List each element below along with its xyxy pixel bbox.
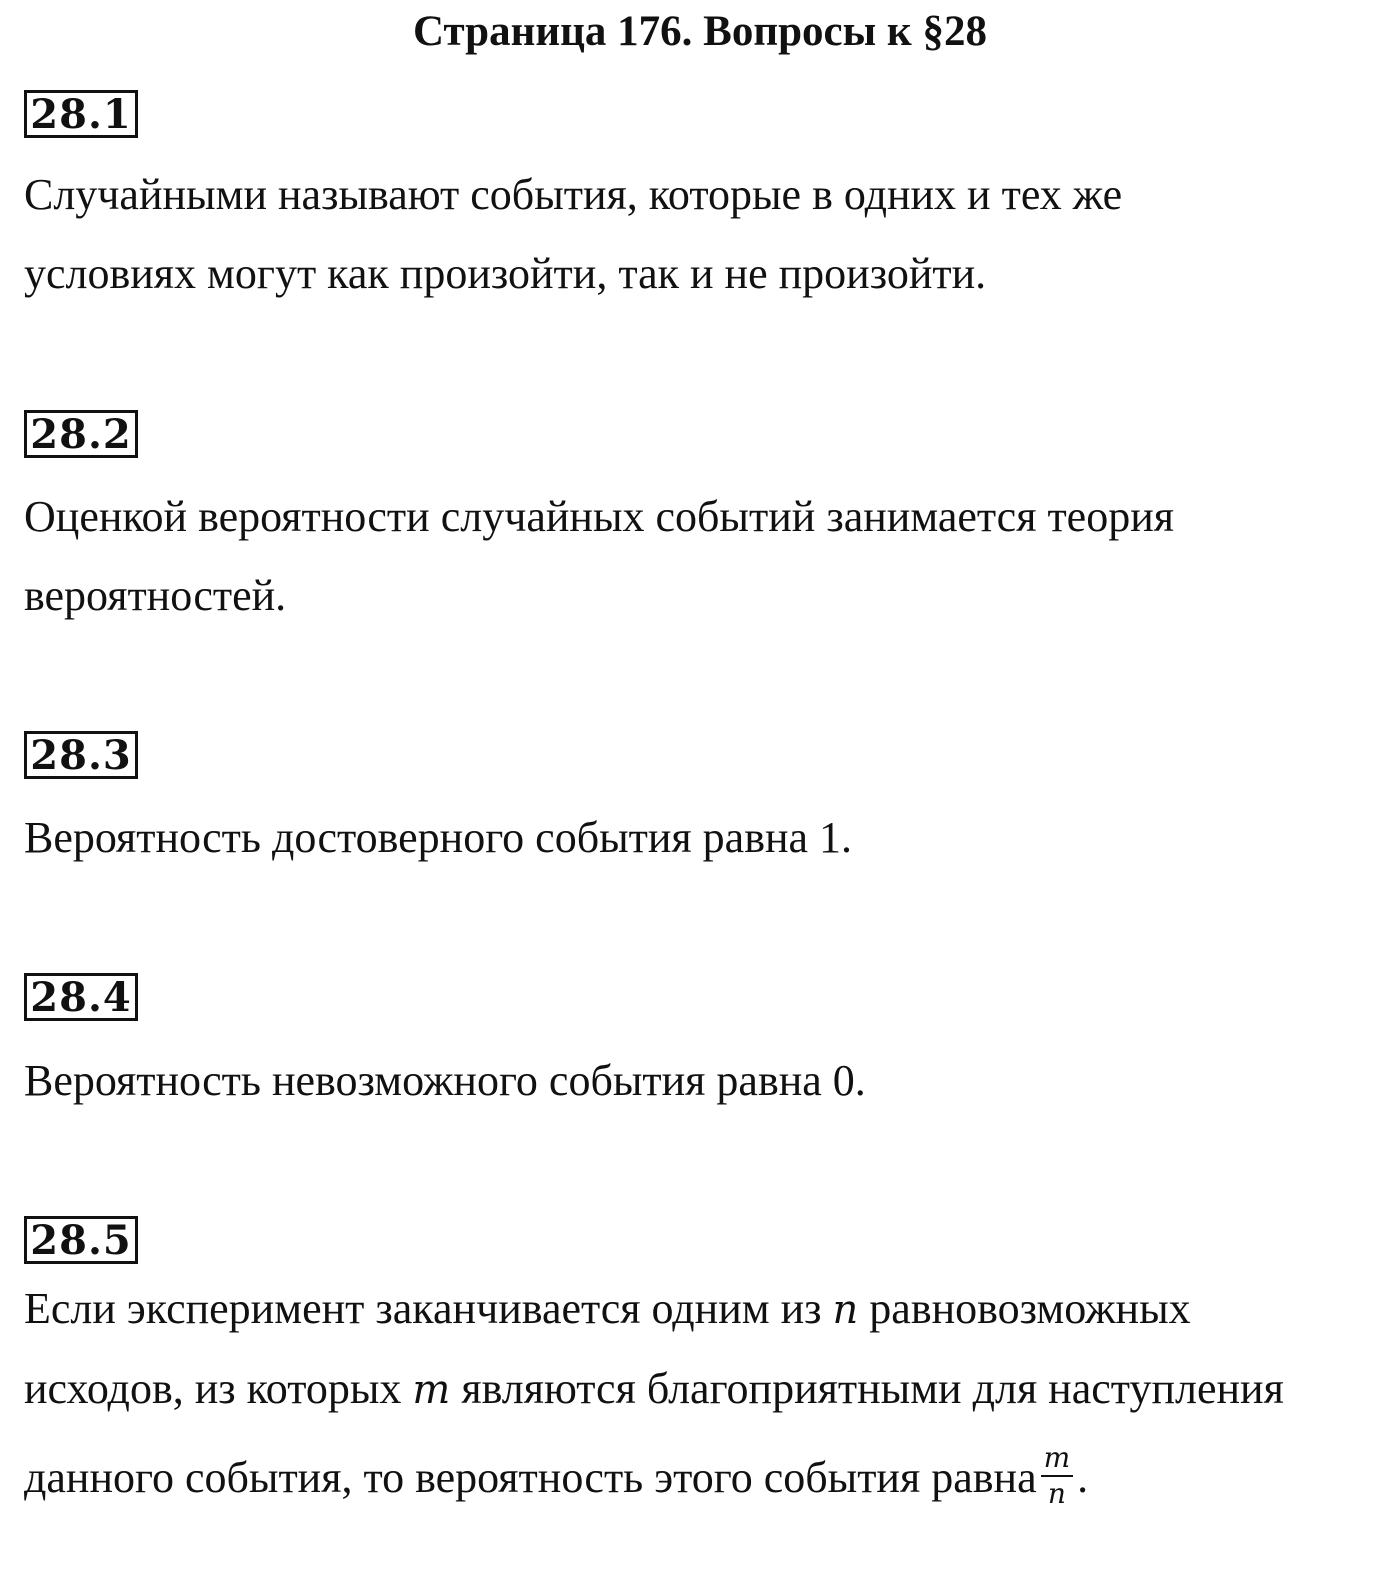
fraction-denominator: n <box>1047 1477 1066 1510</box>
answer-28-3-line-1: Вероятность достоверного события равна 1. <box>24 813 853 862</box>
answer-28-2-line-1: Оценкой вероятности случайных событий занимается теория <box>24 492 1174 541</box>
answer-28-1-line-1: Случайными называют события, которые в одних и тех же <box>24 170 1123 219</box>
question-number-28-3: 28.3 <box>24 731 138 779</box>
answer-28-1-line-2: условиях могут как произойти, так и не произойти. <box>24 249 987 298</box>
answer-28-5-line-1-after: равновозможных <box>869 1284 1191 1333</box>
answer-28-2-line-2: вероятностей. <box>24 571 287 620</box>
answer-28-5-line-2-before: исходов, из которых <box>24 1364 402 1413</box>
fraction-m-over-n <box>1041 1443 1074 1509</box>
answer-28-5-line-1-before: Если эксперимент заканчивается одним из <box>24 1284 822 1333</box>
page-title: Страница 176. Вопросы к §28 <box>413 8 987 55</box>
answer-28-5-line-3-after: . <box>1077 1453 1089 1503</box>
variable-n: n <box>832 1287 859 1333</box>
answer-28-5-line-2-after: являются благоприятными для наступления <box>461 1364 1284 1413</box>
answer-28-4-line-1: Вероятность невозможного события равна 0. <box>24 1056 866 1105</box>
question-number-28-2: 28.2 <box>24 410 138 458</box>
answer-28-5-line-3-before: данного события, то вероятность этого события равна <box>24 1453 1037 1503</box>
question-number-28-5: 28.5 <box>24 1216 138 1264</box>
question-number-28-4: 28.4 <box>24 973 138 1021</box>
answer-28-5-line-3 <box>24 1441 1089 1515</box>
fraction-numerator: m <box>1041 1443 1074 1477</box>
answer-28-5-line-1 <box>24 1281 1191 1338</box>
answer-28-5-line-2 <box>24 1361 1284 1418</box>
question-number-28-1: 28.1 <box>24 90 138 138</box>
variable-m: m <box>412 1367 451 1413</box>
